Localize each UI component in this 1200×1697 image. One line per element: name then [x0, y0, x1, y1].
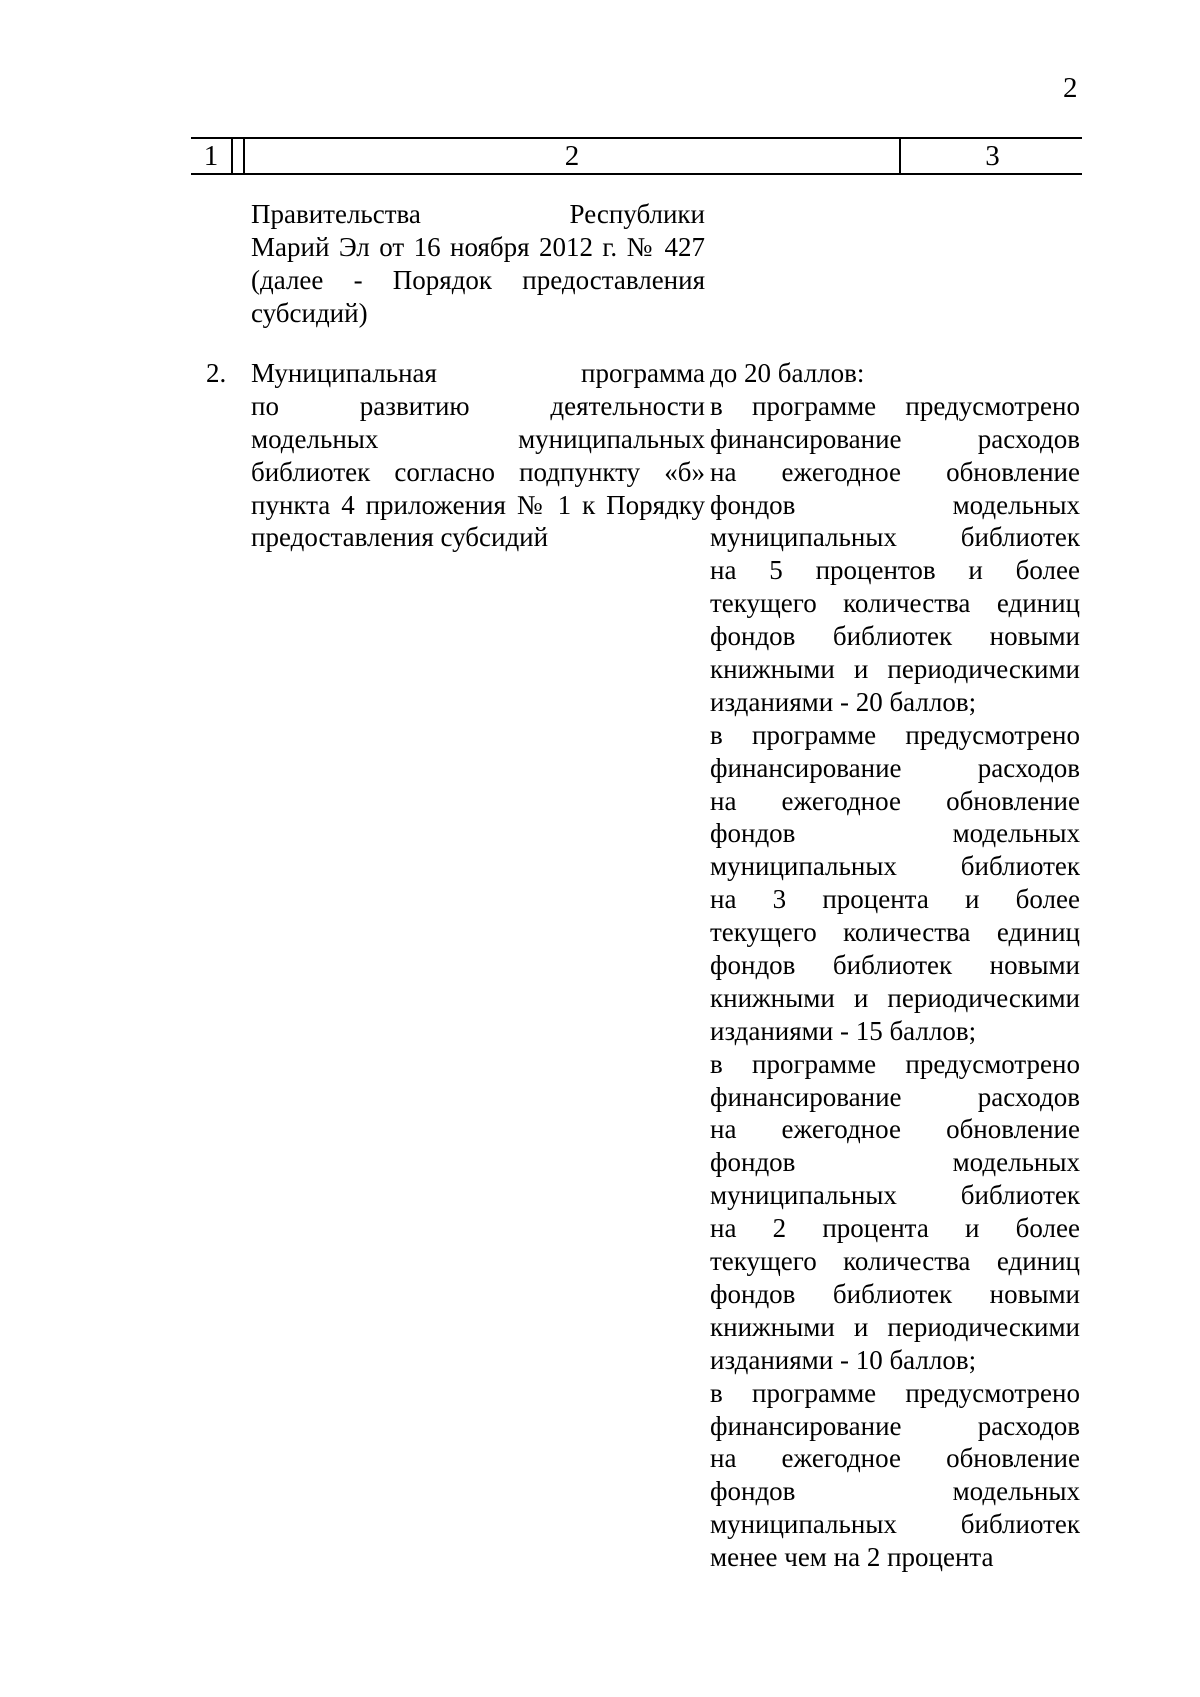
text-line: текущего количества единиц [710, 588, 1080, 619]
text-line: в программе предусмотрено [710, 390, 1080, 421]
text-line: в программе предусмотрено [710, 1377, 1080, 1408]
header-cell-3: 3 [899, 139, 1084, 173]
text-line: фондов модельных [710, 1147, 1080, 1178]
text-line: текущего количества единиц [710, 917, 1080, 948]
text-line: финансирование расходов [710, 752, 1080, 783]
text-line: (далее - Порядок предоставления [251, 264, 705, 295]
text-line: субсидий) [251, 297, 368, 328]
text-line: по развитию деятельности [251, 390, 705, 421]
text-line: на 3 процента и более [710, 884, 1080, 915]
header-cell-2: 2 [243, 139, 899, 173]
text-line: Правительства Республики [251, 199, 705, 229]
text-line: книжными и периодическими [710, 1311, 1080, 1342]
text-line: Муниципальная программа [251, 358, 705, 388]
text-line: модельных муниципальных [251, 423, 705, 454]
table-header [191, 137, 1082, 175]
continuation-row-col2 [251, 198, 705, 330]
text-line: муниципальных библиотек [710, 851, 1080, 882]
text-line: на ежегодное обновление [710, 1443, 1080, 1474]
text-line: муниципальных библиотек [710, 522, 1080, 553]
text-line: изданиями - 10 баллов; [710, 1344, 977, 1375]
text-line: в программе предусмотрено [710, 719, 1080, 750]
text-line: на ежегодное обновление [710, 785, 1080, 816]
text-line: финансирование расходов [710, 1081, 1080, 1112]
text-line: пункта 4 приложения № 1 к Порядку [251, 489, 705, 520]
text-line: в программе предусмотрено [710, 1048, 1080, 1079]
text-line: предоставления субсидий [251, 522, 549, 553]
text-line: книжными и периодическими [710, 654, 1080, 685]
text-line: текущего количества единиц [710, 1246, 1080, 1277]
text-line: фондов библиотек новыми [710, 1278, 1080, 1309]
text-line: фондов модельных [710, 1476, 1080, 1507]
text-line: изданиями - 20 баллов; [710, 686, 977, 717]
text-line: библиотек согласно подпункту «б» [251, 456, 705, 487]
text-line: изданиями - 15 баллов; [710, 1015, 977, 1046]
text-line: на 2 процента и более [710, 1213, 1080, 1244]
row2-col3-text [710, 357, 1080, 1574]
text-line: финансирование расходов [710, 423, 1080, 454]
text-line: на 5 процентов и более [710, 555, 1080, 586]
text-line: финансирование расходов [710, 1410, 1080, 1441]
header-cell-1: 1 [191, 139, 233, 173]
row2-col2-text [251, 357, 705, 554]
text-line: фондов модельных [710, 818, 1080, 849]
text-line: фондов библиотек новыми [710, 621, 1080, 652]
text-line: муниципальных библиотек [710, 1509, 1080, 1540]
text-line: менее чем на 2 процента [710, 1542, 994, 1573]
text-line: на ежегодное обновление [710, 456, 1080, 487]
text-line: муниципальных библиотек [710, 1180, 1080, 1211]
text-line: до 20 баллов: [710, 358, 865, 388]
text-line: книжными и периодическими [710, 982, 1080, 1013]
page-number: 2 [1063, 72, 1078, 104]
text-line: на ежегодное обновление [710, 1114, 1080, 1145]
text-line: фондов модельных [710, 489, 1080, 520]
text-line: фондов библиотек новыми [710, 950, 1080, 981]
row-number: 2. [206, 358, 227, 388]
text-line: Марий Эл от 16 ноября 2012 г. № 427 [251, 231, 705, 262]
